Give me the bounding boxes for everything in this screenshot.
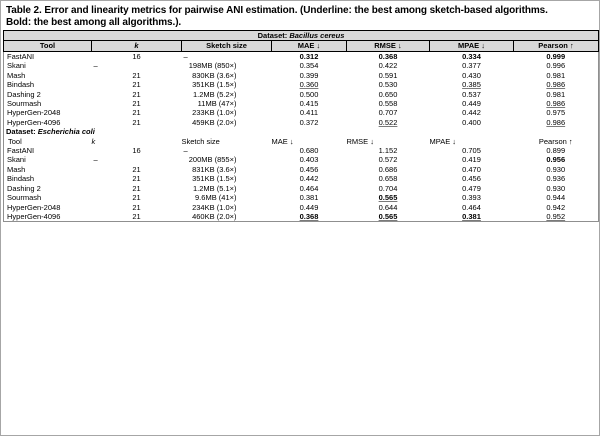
sketch-size: 830KB (3.6×) (192, 70, 237, 80)
rmse-value: 0.522 (378, 117, 398, 127)
col-header-k: k (91, 136, 96, 146)
pearson-value: 0.899 (546, 146, 566, 156)
dataset-header: Dataset: Bacillus cereus (4, 31, 599, 41)
k-value: 21 (132, 80, 141, 90)
rmse-value: 0.650 (378, 89, 398, 99)
tool-name: Sourmash (7, 193, 42, 203)
pearson-value: 0.930 (546, 183, 566, 193)
k-value: 16 (132, 52, 141, 61)
sketch-size: 233KB (1.0×) (192, 108, 237, 118)
mpae-value: 0.393 (462, 193, 481, 203)
table-row (4, 99, 599, 108)
k-value: 21 (132, 193, 141, 203)
rmse-value: 0.565 (378, 193, 398, 203)
mpae-value: 0.442 (462, 108, 481, 118)
tool-name: Dashing 2 (7, 89, 41, 99)
rmse-value: 0.591 (378, 70, 398, 80)
tool-name: Bindash (7, 80, 35, 90)
mae-value: 0.360 (299, 80, 319, 90)
mae-value: 0.312 (299, 52, 319, 61)
tool-name: Skani (7, 155, 26, 165)
table-row (4, 155, 599, 164)
caption-line-2: Bold: the best among all algorithms.). (6, 16, 182, 28)
tool-name: Dashing 2 (7, 183, 41, 193)
mae-value: 0.354 (299, 61, 319, 71)
mae-value: 0.415 (299, 99, 319, 109)
col-header-mpae: MPAE ↓ (430, 41, 514, 52)
ani-metrics-table (3, 30, 599, 222)
tool-name: Mash (7, 164, 26, 174)
table-row (4, 174, 599, 183)
sketch-size: 1.2MB (5.1×) (192, 183, 237, 193)
rmse-value: 0.422 (378, 61, 398, 71)
caption-line-1: Table 2. Error and linearity metrics for pairwise ANI estimation. (Underline: the best among sketch-based algorithms. (6, 5, 548, 16)
mpae-value: 0.400 (462, 117, 481, 127)
col-header-sketch-size: Sketch size (182, 41, 272, 52)
sketch-size: 11MB (47×) (197, 99, 237, 109)
k-value: 21 (132, 164, 141, 174)
col-header-pearson: Pearson ↑ (538, 136, 573, 146)
tool-name: Bindash (7, 174, 35, 184)
mae-value: 0.442 (299, 174, 319, 184)
mae-value: 0.680 (299, 146, 319, 156)
k-value: – (93, 61, 98, 71)
col-header-mpae: MPAE ↓ (429, 136, 457, 146)
table-row (4, 71, 599, 80)
k-value: – (93, 155, 98, 165)
sketch-size: 9.6MB (41×) (195, 193, 237, 203)
dataset-name: Bacillus cereus (289, 31, 345, 40)
pearson-value: 0.930 (546, 164, 566, 174)
pearson-value: 0.986 (546, 99, 566, 109)
mpae-value: 0.381 (462, 211, 481, 221)
pearson-value: 0.952 (546, 211, 566, 221)
table-row (4, 146, 599, 155)
mpae-value: 0.334 (462, 52, 481, 61)
sketch-size: 200MB (855×) (188, 155, 237, 165)
sketch-size: – (183, 52, 188, 61)
k-value: 21 (132, 202, 141, 212)
table-row (4, 118, 599, 127)
tool-name: FastANI (7, 52, 35, 61)
pearson-value: 0.981 (546, 89, 566, 99)
sketch-size: 460KB (2.0×) (192, 211, 237, 221)
sketch-size: 1.2MB (5.2×) (192, 89, 237, 99)
mae-value: 0.403 (299, 155, 319, 165)
table-row (4, 165, 599, 174)
sketch-size: 234KB (1.0×) (192, 202, 237, 212)
sketch-size: 831KB (3.6×) (192, 164, 237, 174)
dataset-row (4, 127, 599, 136)
col-header-rmse: RMSE ↓ (347, 41, 430, 52)
col-header-mae: MAE ↓ (271, 136, 294, 146)
k-value: 21 (132, 108, 141, 118)
table-row (4, 61, 599, 70)
k-value: 21 (132, 70, 141, 80)
mpae-value: 0.430 (462, 70, 481, 80)
mpae-value: 0.464 (462, 202, 481, 212)
table-row (4, 108, 599, 117)
mpae-value: 0.449 (462, 99, 481, 109)
rmse-value: 0.658 (378, 174, 398, 184)
pearson-value: 0.999 (546, 52, 566, 61)
k-value: 21 (132, 174, 141, 184)
mae-value: 0.399 (299, 70, 319, 80)
rmse-value: 0.530 (378, 80, 398, 90)
pearson-value: 0.986 (546, 117, 566, 127)
col-header-rmse: RMSE ↓ (346, 136, 375, 146)
sketch-size: 459KB (2.0×) (192, 117, 237, 127)
pearson-value: 0.981 (546, 70, 566, 80)
dataset-header: Dataset: Escherichia coli (6, 127, 95, 137)
col-header-k: k (92, 41, 182, 52)
k-value: 21 (132, 89, 141, 99)
col-header-tool: Tool (8, 136, 22, 146)
tool-name: HyperGen-4096 (7, 117, 61, 127)
rmse-value: 0.368 (378, 52, 398, 61)
column-header-row (4, 41, 599, 52)
rmse-value: 1.152 (378, 146, 398, 156)
table-row (4, 80, 599, 89)
mae-value: 0.372 (299, 117, 319, 127)
col-header-mae: MAE ↓ (272, 41, 347, 52)
tool-name: Mash (7, 70, 26, 80)
k-value: 21 (132, 183, 141, 193)
k-value: 21 (132, 117, 141, 127)
rmse-value: 0.707 (378, 108, 398, 118)
table-caption (6, 5, 599, 28)
table-row (4, 203, 599, 212)
sketch-size: 198MB (850×) (188, 61, 237, 71)
col-header-pearson: Pearson ↑ (514, 41, 599, 52)
sketch-size: 351KB (1.5×) (192, 80, 237, 90)
tool-name: HyperGen-2048 (7, 202, 61, 212)
tool-name: HyperGen-2048 (7, 108, 61, 118)
mpae-value: 0.470 (462, 164, 481, 174)
mpae-value: 0.377 (462, 61, 481, 71)
col-header-sketch-size: Sketch size (181, 136, 220, 146)
mae-value: 0.381 (299, 193, 319, 203)
table-row (4, 90, 599, 99)
mpae-value: 0.479 (462, 183, 481, 193)
pearson-value: 0.975 (546, 108, 566, 118)
mae-value: 0.411 (299, 108, 319, 118)
mae-value: 0.456 (299, 164, 319, 174)
pearson-value: 0.996 (546, 61, 566, 71)
rmse-value: 0.704 (378, 183, 398, 193)
sketch-size: – (183, 146, 188, 156)
dataset-row (4, 31, 599, 41)
tool-name: Sourmash (7, 99, 42, 109)
pearson-value: 0.942 (546, 202, 566, 212)
tool-name: FastANI (7, 146, 35, 156)
tool-name: HyperGen-4096 (7, 211, 61, 221)
pearson-value: 0.944 (546, 193, 566, 203)
table-row (4, 184, 599, 193)
pearson-value: 0.936 (546, 174, 566, 184)
mpae-value: 0.537 (462, 89, 481, 99)
pearson-value: 0.986 (546, 80, 566, 90)
mae-value: 0.500 (299, 89, 319, 99)
mpae-value: 0.419 (462, 155, 481, 165)
table-row (4, 193, 599, 202)
rmse-value: 0.644 (378, 202, 398, 212)
mpae-value: 0.385 (462, 80, 481, 90)
mpae-value: 0.456 (462, 174, 481, 184)
table-row (4, 212, 599, 222)
k-value: 21 (132, 211, 141, 221)
rmse-value: 0.558 (378, 99, 398, 109)
rmse-value: 0.686 (378, 164, 398, 174)
mae-value: 0.449 (299, 202, 319, 212)
pearson-value: 0.956 (546, 155, 566, 165)
k-value: 21 (132, 99, 141, 109)
tool-name: Skani (7, 61, 26, 71)
table-row (4, 52, 599, 62)
mae-value: 0.464 (299, 183, 319, 193)
k-value: 16 (132, 146, 141, 156)
mpae-value: 0.705 (462, 146, 481, 156)
dataset-name: Escherichia coli (37, 127, 95, 137)
rmse-value: 0.572 (378, 155, 398, 165)
col-header-tool: Tool (4, 41, 92, 52)
sketch-size: 351KB (1.5×) (192, 174, 237, 184)
rmse-value: 0.565 (378, 211, 398, 221)
mae-value: 0.368 (299, 211, 319, 221)
column-header-row (4, 137, 599, 146)
